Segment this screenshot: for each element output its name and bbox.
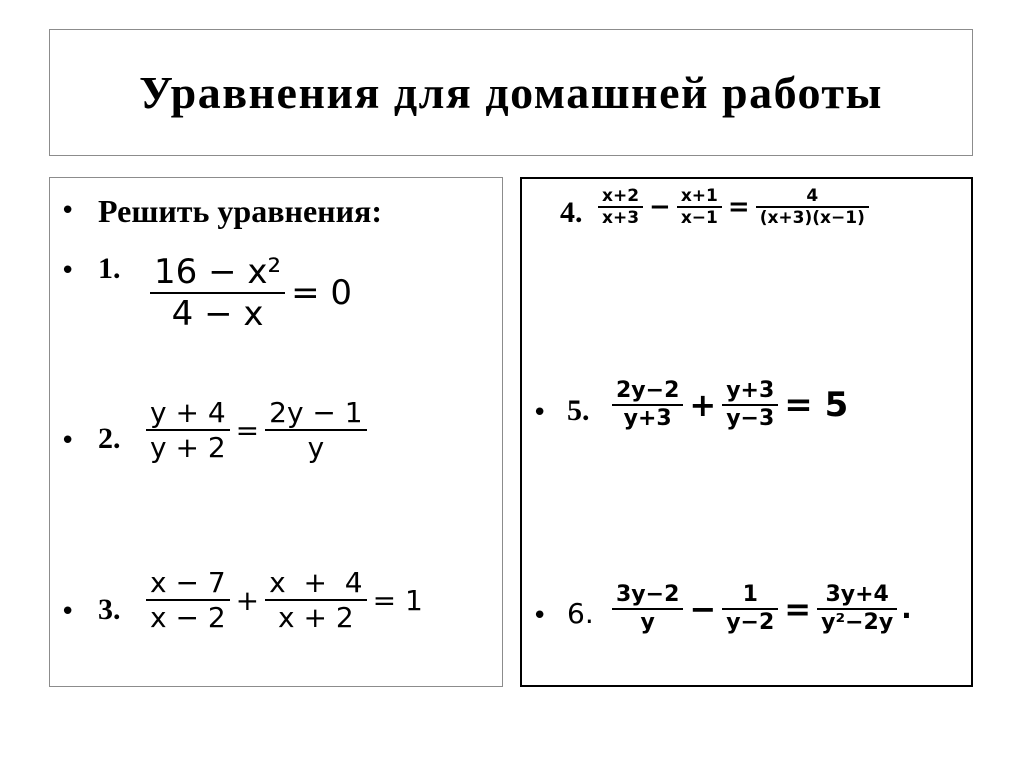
equation-6-operator-1: − xyxy=(689,589,717,628)
equation-5-fraction-1 xyxy=(612,378,683,432)
equation-2-denominator-1: y + 2 xyxy=(150,431,226,465)
equation-4-operator-1: − xyxy=(649,192,671,223)
equation-3 xyxy=(146,566,429,634)
equation-4-numerator-1: x+2 xyxy=(602,186,640,206)
equation-2-denominator-2: y xyxy=(307,431,325,465)
equation-6-fraction-3 xyxy=(817,582,897,636)
equation-5-numerator-2: y+3 xyxy=(726,378,775,403)
equation-4-denominator-1: x+3 xyxy=(602,208,640,229)
equation-6-numerator-3: 3y+4 xyxy=(825,582,889,607)
equation-2 xyxy=(146,396,367,464)
equation-5-denominator-2: y−3 xyxy=(726,405,775,431)
equation-2-numerator-2: 2y − 1 xyxy=(269,396,363,429)
equation-number-2: 2. xyxy=(98,422,121,455)
equation-6-denominator-3: y²−2y xyxy=(821,609,894,635)
equation-2-operator: = xyxy=(235,413,260,447)
equation-3-operator: + xyxy=(235,583,260,617)
equation-3-rhs: = 1 xyxy=(372,583,423,617)
equation-4-denominator-2: x−1 xyxy=(680,208,718,229)
equation-3-fraction-1 xyxy=(146,566,230,634)
equation-number-3: 3. xyxy=(98,593,121,626)
equation-5-fraction-2 xyxy=(722,378,778,432)
equation-1-denominator: 4 − x xyxy=(171,294,264,335)
equation-5 xyxy=(612,378,854,432)
equation-6-denominator-2: y−2 xyxy=(726,609,775,635)
equation-3-denominator-1: x − 2 xyxy=(150,601,226,635)
equation-5-operator: + xyxy=(689,385,717,424)
bullet: • xyxy=(532,601,548,631)
equation-number-6: 6. xyxy=(567,597,594,630)
equation-2-fraction-1 xyxy=(146,396,230,464)
equation-6-operator-2: = xyxy=(784,589,812,628)
equation-3-denominator-2: x + 2 xyxy=(278,601,354,635)
equation-4-numerator-3: 4 xyxy=(806,186,819,206)
equation-6-fraction-1 xyxy=(612,582,683,636)
equation-1-rhs: = 0 xyxy=(291,273,353,314)
equation-6-fraction-2 xyxy=(722,582,778,636)
equation-4-fraction-1 xyxy=(598,186,643,228)
bullet: • xyxy=(60,196,76,226)
equation-5-rhs: = 5 xyxy=(784,384,849,425)
equation-4-numerator-2: x+1 xyxy=(680,186,718,206)
equation-number-1: 1. xyxy=(98,252,121,285)
equation-1-numerator: 16 − x² xyxy=(154,252,282,292)
equation-3-fraction-2 xyxy=(265,566,366,634)
task-label: Решить уравнения: xyxy=(98,193,382,229)
equation-6-denominator-1: y xyxy=(640,609,655,635)
equation-6-numerator-2: 1 xyxy=(742,582,758,607)
bullet: • xyxy=(60,256,76,286)
equation-4 xyxy=(598,186,869,228)
equation-6-trailing-period: . xyxy=(901,592,912,626)
bullet: • xyxy=(60,426,76,456)
equation-1-fraction xyxy=(150,252,285,334)
equation-4-denominator-3: (x+3)(x−1) xyxy=(759,208,865,229)
equation-4-fraction-2 xyxy=(677,186,722,228)
bullet: • xyxy=(60,597,76,627)
equation-4-operator-2: = xyxy=(727,192,750,223)
bullet: • xyxy=(532,398,548,428)
equation-5-denominator-1: y+3 xyxy=(623,405,672,431)
equation-number-4: 4. xyxy=(560,196,583,229)
title-box xyxy=(49,29,973,156)
equation-3-numerator-1: x − 7 xyxy=(150,566,226,599)
equation-5-numerator-1: 2y−2 xyxy=(616,378,680,403)
equation-2-numerator-1: y + 4 xyxy=(150,396,226,429)
equation-2-fraction-2 xyxy=(265,396,366,464)
equation-6-numerator-1: 3y−2 xyxy=(616,582,680,607)
equation-number-5: 5. xyxy=(567,394,590,427)
equation-1 xyxy=(150,252,358,334)
equation-4-fraction-3 xyxy=(756,186,869,228)
page-title: Уравнения для домашней работы xyxy=(139,67,883,118)
equation-6 xyxy=(612,582,912,636)
equation-3-numerator-2: x + 4 xyxy=(269,566,363,599)
